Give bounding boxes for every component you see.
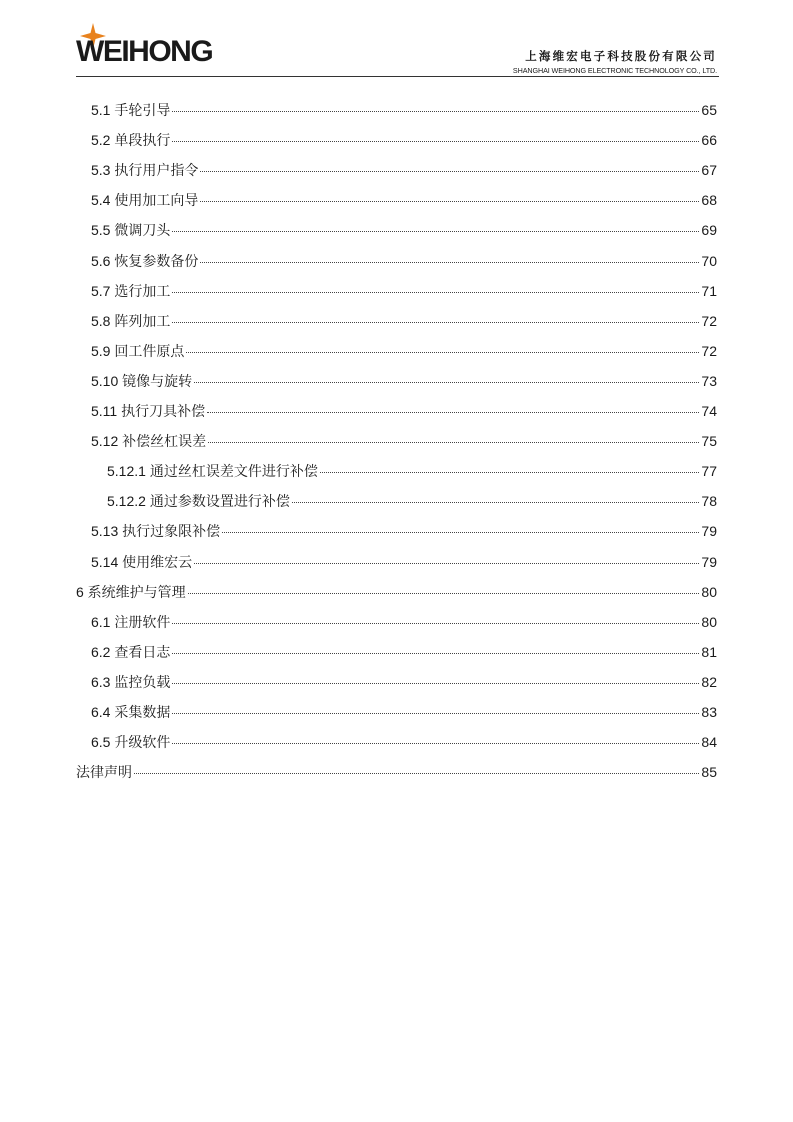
- toc-entry[interactable]: [76, 579, 717, 605]
- toc-entry-title: 5.7 选行加工: [91, 282, 171, 299]
- toc-dot-leader: [172, 623, 699, 624]
- toc-entry-page: 71: [701, 282, 717, 299]
- toc-entry[interactable]: [91, 338, 717, 364]
- toc-dot-leader: [172, 683, 699, 684]
- toc-dot-leader: [200, 201, 699, 202]
- toc-dot-leader: [172, 141, 699, 142]
- toc-entry-title: 5.6 恢复参数备份: [91, 252, 199, 269]
- toc-entry-page: 79: [701, 553, 717, 570]
- toc-entry-title: 6.3 监控负载: [91, 673, 171, 690]
- toc-entry[interactable]: [91, 398, 717, 424]
- toc-entry[interactable]: [91, 729, 717, 755]
- company-name-en: SHANGHAI WEIHONG ELECTRONIC TECHNOLOGY CO., LTD.: [512, 66, 717, 75]
- toc-dot-leader: [172, 713, 699, 714]
- toc-dot-leader: [194, 563, 699, 564]
- toc-dot-leader: [186, 352, 699, 353]
- toc-dot-leader: [172, 231, 699, 232]
- toc-entry[interactable]: [91, 308, 717, 334]
- toc-entry-page: 75: [701, 433, 717, 450]
- toc-entry-title: 6 系统维护与管理: [76, 583, 186, 600]
- toc-entry-page: 79: [701, 523, 717, 540]
- toc-entry[interactable]: [91, 187, 717, 213]
- toc-entry-page: 68: [701, 192, 717, 209]
- toc-entry-page: 80: [701, 613, 717, 630]
- toc-dot-leader: [172, 653, 699, 654]
- toc-entry[interactable]: [91, 278, 717, 304]
- toc-entry-page: 74: [701, 403, 717, 419]
- toc-entry-page: 67: [701, 162, 717, 179]
- toc-entry-page: 78: [701, 493, 717, 510]
- toc-entry-page: 83: [701, 704, 717, 720]
- toc-entry-title: 5.5 微调刀头: [91, 222, 171, 239]
- toc-entry-page: 81: [701, 643, 717, 660]
- toc-entry-page: 72: [701, 312, 717, 329]
- toc-entry-page: 80: [701, 583, 717, 600]
- toc-entry[interactable]: [91, 639, 717, 665]
- logo-text: WEIHONG: [76, 35, 213, 68]
- toc-entry-title: 6.2 查看日志: [91, 643, 171, 660]
- page-header: [0, 0, 793, 80]
- toc-entry-title: 5.11 执行刀具补偿: [91, 403, 206, 419]
- toc-dot-leader: [292, 502, 700, 503]
- toc-dot-leader: [208, 442, 699, 443]
- toc-dot-leader: [172, 322, 699, 323]
- toc-dot-leader: [320, 472, 700, 473]
- toc-entry-page: 77: [701, 463, 717, 480]
- toc-entry[interactable]: [91, 127, 717, 153]
- toc-entry[interactable]: [91, 428, 717, 454]
- toc-entry-page: 82: [701, 673, 717, 690]
- toc-entry-title: 5.14 使用维宏云: [91, 553, 193, 570]
- toc-entry-title: 6.1 注册软件: [91, 613, 171, 630]
- toc-entry-title: 5.4 使用加工向导: [91, 192, 199, 209]
- toc-entry-title: 5.9 回工件原点: [91, 342, 185, 359]
- toc-dot-leader: [200, 171, 699, 172]
- toc-entry[interactable]: [91, 518, 717, 544]
- toc-dot-leader: [200, 262, 699, 263]
- toc-entry[interactable]: [91, 217, 717, 243]
- toc-dot-leader: [172, 743, 699, 744]
- toc-entry-title: 法律声明: [76, 764, 132, 781]
- toc-entry[interactable]: [107, 458, 717, 484]
- toc-entry-title: 6.5 升级软件: [91, 734, 171, 751]
- toc-entry[interactable]: [91, 549, 717, 575]
- toc-entry-page: 70: [701, 252, 717, 269]
- toc-entry-title: 5.13 执行过象限补偿: [91, 523, 221, 540]
- toc-entry-title: 5.1 手轮引导: [91, 102, 171, 118]
- toc-entry-page: 85: [701, 764, 717, 781]
- toc-entry[interactable]: [91, 97, 717, 123]
- toc-entry-title: 5.8 阵列加工: [91, 312, 171, 329]
- toc-dot-leader: [194, 382, 699, 383]
- toc-entry-page: 65: [701, 102, 717, 118]
- toc-dot-leader: [172, 111, 699, 112]
- toc-dot-leader: [222, 532, 699, 533]
- toc-entry-page: 72: [701, 342, 717, 359]
- toc-entry[interactable]: [76, 759, 717, 785]
- toc-entry[interactable]: [91, 157, 717, 183]
- toc-dot-leader: [207, 412, 699, 413]
- toc-entry-page: 84: [701, 734, 717, 751]
- toc-entry[interactable]: [107, 488, 717, 514]
- toc-entry-title: 5.12.2 通过参数设置进行补偿: [107, 493, 290, 510]
- toc-entry-page: 69: [701, 222, 717, 239]
- toc-dot-leader: [188, 593, 700, 594]
- toc-entry-title: 5.2 单段执行: [91, 132, 171, 149]
- toc-entry-title: 6.4 采集数据: [91, 704, 171, 720]
- header-divider: [76, 76, 719, 77]
- toc-entry[interactable]: [91, 669, 717, 695]
- toc-dot-leader: [134, 773, 699, 774]
- toc-entry-page: 66: [701, 132, 717, 149]
- toc-entry[interactable]: [91, 368, 717, 394]
- toc-entry-title: 5.12.1 通过丝杠误差文件进行补偿: [107, 463, 318, 480]
- toc-entry-title: 5.3 执行用户指令: [91, 162, 199, 179]
- toc-entry-title: 5.12 补偿丝杠误差: [91, 433, 207, 450]
- toc-entry[interactable]: [91, 699, 717, 725]
- toc-entry[interactable]: [91, 609, 717, 635]
- toc-dot-leader: [172, 292, 699, 293]
- toc-entry-title: 5.10 镜像与旋转: [91, 372, 193, 389]
- weihong-logo: [76, 33, 246, 71]
- toc-entry-page: 73: [701, 372, 717, 389]
- toc-entry[interactable]: [91, 248, 717, 274]
- company-name-cn: 上海维宏电子科技股份有限公司: [525, 49, 717, 63]
